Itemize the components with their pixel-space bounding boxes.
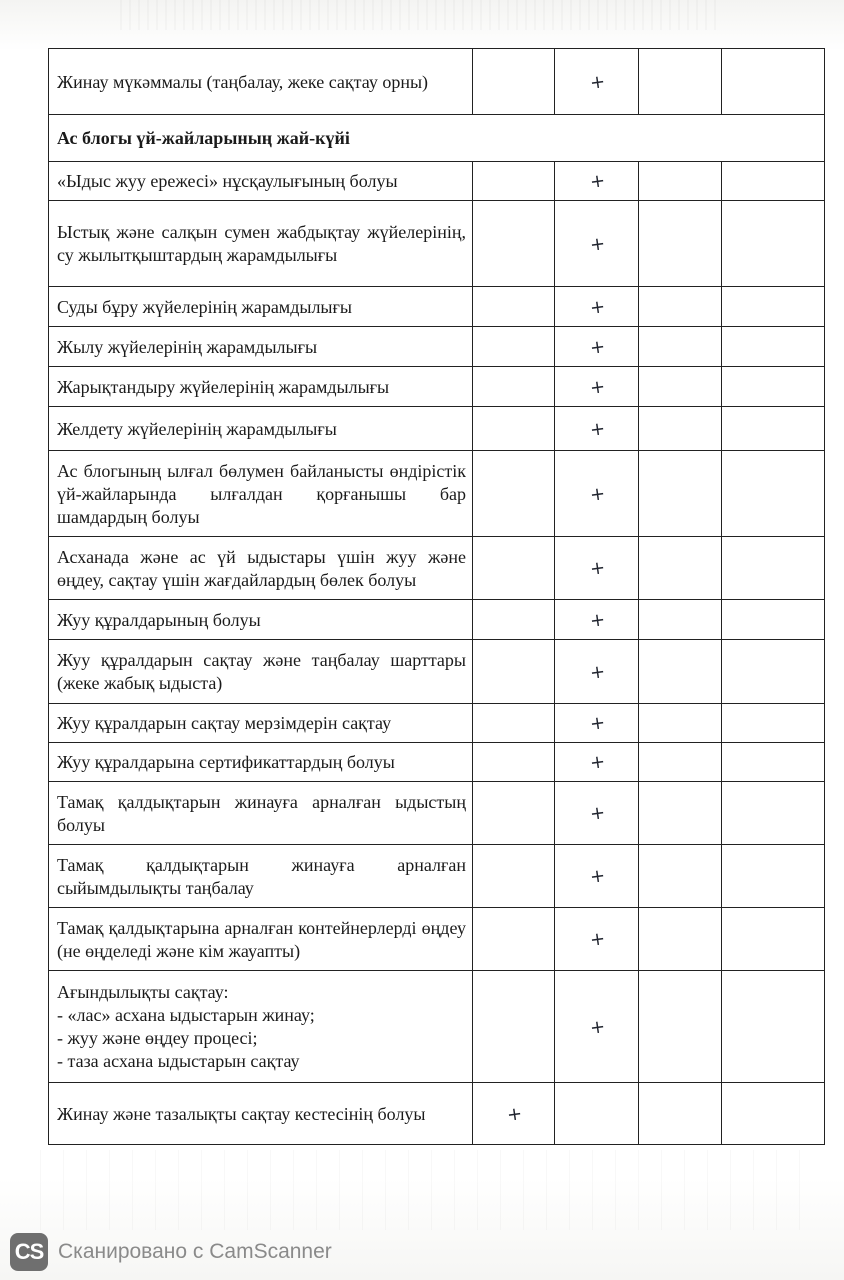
empty-cell	[473, 782, 555, 845]
criterion-cell: Жуу құралдарының болуы	[49, 600, 473, 640]
criterion-cell: Жуу құралдарына сертификаттардың болуы	[49, 743, 473, 782]
criterion-cell: Тамақ қалдықтарына арналған контейнерлерді өңдеу (не өңделеді және кім жауапты)	[49, 908, 473, 971]
table-row	[49, 704, 825, 743]
empty-cell	[722, 201, 825, 287]
mark-cell: +	[555, 704, 639, 743]
empty-cell	[639, 971, 722, 1083]
criterion-cell: Жуу құралдарын сақтау мерзімдерін сақтау	[49, 704, 473, 743]
empty-cell	[639, 451, 722, 537]
empty-cell	[639, 201, 722, 287]
empty-cell	[473, 287, 555, 327]
mark-cell: +	[555, 162, 639, 201]
empty-cell	[639, 537, 722, 600]
empty-cell	[722, 640, 825, 704]
empty-cell	[473, 407, 555, 451]
empty-cell	[473, 49, 555, 115]
empty-cell	[473, 600, 555, 640]
mark-cell: +	[555, 451, 639, 537]
empty-cell	[722, 451, 825, 537]
empty-cell	[639, 600, 722, 640]
empty-cell	[722, 49, 825, 115]
table-row	[49, 367, 825, 407]
mark-cell: +	[555, 407, 639, 451]
empty-cell	[473, 201, 555, 287]
empty-cell	[639, 367, 722, 407]
criterion-cell: Жинау мүкәммалы (таңбалау, жеке сақтау орны)	[49, 49, 473, 115]
mark-cell: +	[555, 367, 639, 407]
criterion-cell: Ыстық және салқын сумен жабдықтау жүйелерінің, су жылытқыштардың жарамдылығы	[49, 201, 473, 287]
mark-cell: +	[555, 971, 639, 1083]
empty-cell	[639, 407, 722, 451]
criterion-cell: Суды бұру жүйелерінің жарамдылығы	[49, 287, 473, 327]
mark-cell: +	[555, 201, 639, 287]
empty-cell	[722, 162, 825, 201]
empty-cell	[473, 908, 555, 971]
empty-cell	[722, 537, 825, 600]
checklist-body	[49, 49, 825, 1145]
empty-cell	[639, 640, 722, 704]
mark-cell: +	[555, 782, 639, 845]
mark-cell: +	[555, 640, 639, 704]
empty-cell	[473, 704, 555, 743]
table-row	[49, 640, 825, 704]
mark-cell: +	[555, 287, 639, 327]
table-row	[49, 537, 825, 600]
mark-cell: +	[555, 600, 639, 640]
empty-cell	[722, 782, 825, 845]
table-row	[49, 971, 825, 1083]
table-row	[49, 287, 825, 327]
table-row	[49, 407, 825, 451]
empty-cell	[722, 287, 825, 327]
watermark-text: Сканировано с CamScanner	[58, 1240, 332, 1263]
empty-cell	[473, 845, 555, 908]
empty-cell	[722, 1083, 825, 1145]
empty-cell	[639, 908, 722, 971]
criterion-cell: «Ыдыс жуу ережесі» нұсқаулығының болуы	[49, 162, 473, 201]
scan-smudge	[120, 0, 720, 30]
table-row	[49, 201, 825, 287]
table-row	[49, 782, 825, 845]
section-row	[49, 115, 825, 162]
table-row	[49, 908, 825, 971]
empty-cell	[639, 782, 722, 845]
empty-cell	[473, 162, 555, 201]
empty-cell	[639, 49, 722, 115]
empty-cell	[722, 327, 825, 367]
empty-cell	[473, 743, 555, 782]
mark-cell: +	[473, 1083, 555, 1145]
empty-cell	[639, 327, 722, 367]
empty-cell	[473, 451, 555, 537]
table-row	[49, 1083, 825, 1145]
empty-cell	[555, 1083, 639, 1145]
criterion-cell: Желдету жүйелерінің жарамдылығы	[49, 407, 473, 451]
table-row	[49, 162, 825, 201]
checklist-table	[48, 48, 825, 1145]
empty-cell	[722, 407, 825, 451]
mark-cell: +	[555, 327, 639, 367]
empty-cell	[722, 845, 825, 908]
table-row	[49, 327, 825, 367]
criterion-cell: Жинау және тазалықты сақтау кестесінің болуы	[49, 1083, 473, 1145]
camscanner-logo-icon: CS	[10, 1233, 48, 1271]
table-row	[49, 743, 825, 782]
empty-cell	[473, 640, 555, 704]
criterion-cell: Ағындылықты сақтау: - «лас» асхана ыдыстарын жинау; - жуу және өңдеу процесі; - таза асхана ыдыстарын сақтау	[49, 971, 473, 1083]
mark-cell: +	[555, 908, 639, 971]
camscanner-watermark	[10, 1232, 332, 1272]
empty-cell	[473, 971, 555, 1083]
criterion-cell: Жарықтандыру жүйелерінің жарамдылығы	[49, 367, 473, 407]
empty-cell	[473, 367, 555, 407]
empty-cell	[639, 743, 722, 782]
empty-cell	[639, 704, 722, 743]
table-row	[49, 600, 825, 640]
scan-noise	[40, 1150, 820, 1230]
mark-cell: +	[555, 845, 639, 908]
criterion-cell: Жылу жүйелерінің жарамдылығы	[49, 327, 473, 367]
empty-cell	[722, 971, 825, 1083]
mark-cell: +	[555, 49, 639, 115]
criterion-cell: Асханада және ас үй ыдыстары үшін жуу және өңдеу, сақтау үшін жағдайлардың бөлек болуы	[49, 537, 473, 600]
criterion-cell: Ас блогының ылғал бөлумен байланысты өндірістік үй-жайларында ылғалдан қорғанышы бар шамдардың болуы	[49, 451, 473, 537]
table-row	[49, 451, 825, 537]
empty-cell	[722, 704, 825, 743]
mark-cell: +	[555, 537, 639, 600]
empty-cell	[639, 162, 722, 201]
empty-cell	[639, 845, 722, 908]
criterion-cell: Жуу құралдарын сақтау және таңбалау шарттары (жеке жабық ыдыста)	[49, 640, 473, 704]
table-row	[49, 845, 825, 908]
empty-cell	[473, 537, 555, 600]
empty-cell	[473, 327, 555, 367]
empty-cell	[639, 287, 722, 327]
empty-cell	[722, 743, 825, 782]
empty-cell	[722, 908, 825, 971]
empty-cell	[639, 1083, 722, 1145]
section-heading: Ас блогы үй-жайларының жай-күйі	[49, 115, 825, 162]
criterion-cell: Тамақ қалдықтарын жинауға арналған сыйымдылықты таңбалау	[49, 845, 473, 908]
mark-cell: +	[555, 743, 639, 782]
empty-cell	[722, 600, 825, 640]
criterion-cell: Тамақ қалдықтарын жинауға арналған ыдыстың болуы	[49, 782, 473, 845]
table-row	[49, 49, 825, 115]
empty-cell	[722, 367, 825, 407]
